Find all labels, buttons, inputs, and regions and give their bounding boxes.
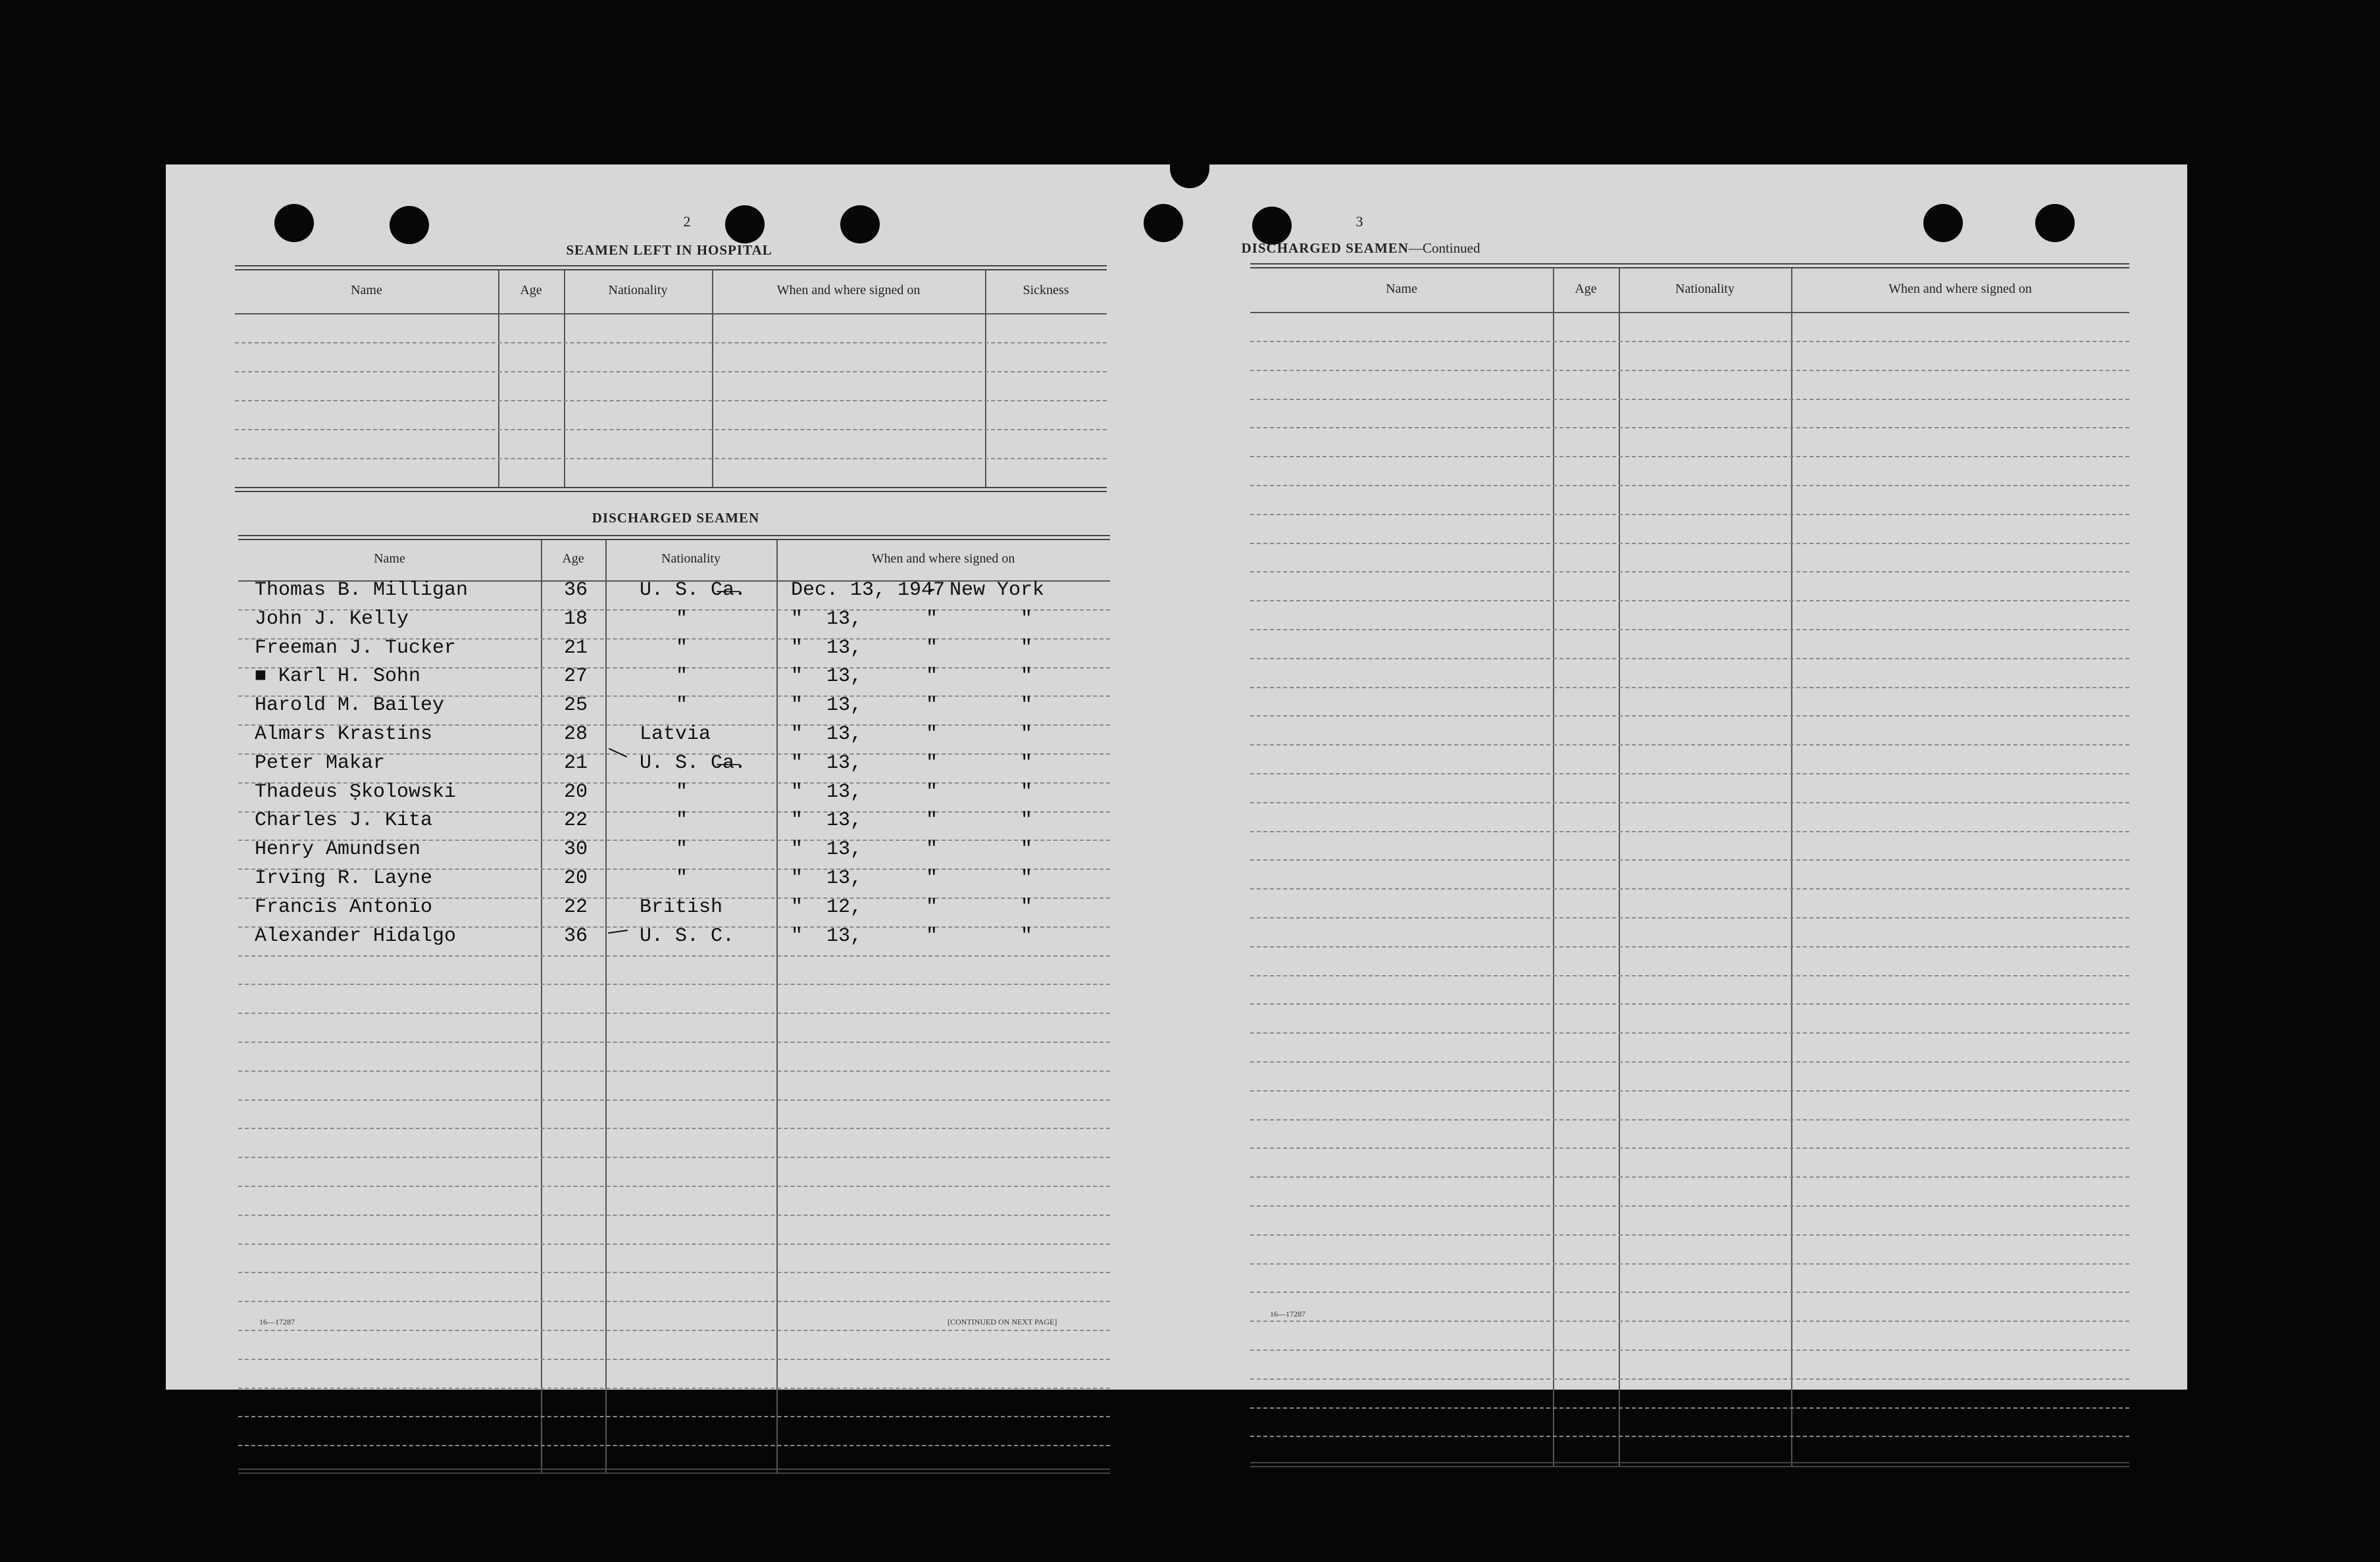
signed-on-place: " " [926,636,1033,659]
right-header-age: Age [1575,282,1597,296]
right-header-signed-on: When and where signed on [1888,282,2032,296]
seaman-nationality: U. S. C̶a̶. [640,579,747,601]
column-divider [1791,268,1792,1466]
seaman-age: 20 [564,867,588,890]
ruled-line [1250,1090,2129,1092]
ruled-line [235,400,1107,401]
discharged-title: DISCHARGED SEAMEN [592,510,760,526]
seaman-name: Alexander Hidalgo [255,924,457,947]
right-header-name: Name [1386,282,1417,296]
ruled-line [1250,341,2129,342]
punch-hole [2035,204,2075,242]
seaman-name: Charles J. Kita [255,809,433,832]
seaman-name: Henry Amundsen [255,838,421,861]
seaman-name: Francis Antonio [255,895,433,919]
ruled-line [1250,1176,2129,1178]
hospital-top-rule [235,265,1107,270]
seaman-age: 28 [564,723,588,745]
seaman-nationality: U. S. C. [640,924,735,947]
punch-hole [1923,204,1963,242]
seaman-age: 22 [564,895,588,919]
seaman-name: John J. Kelly [255,607,409,630]
punch-hole [1144,204,1183,242]
signed-on-date: " 13, [791,924,863,947]
seaman-nationality: " [676,780,688,803]
seaman-age: 27 [564,665,588,688]
seaman-age: 18 [564,607,588,630]
hospital-bottom-rule [235,487,1107,492]
signed-on-date: " 13, [791,665,863,688]
ruled-line [235,429,1107,430]
ruled-line [238,1186,1110,1187]
ruled-line [1250,543,2129,544]
signed-on-place: - New York [926,579,1045,601]
seaman-age: 21 [564,751,588,774]
seaman-name: ■ Karl H. Sohn [255,665,421,688]
punch-hole [274,204,314,242]
signed-on-place: " " [926,723,1033,745]
check-mark [609,748,627,757]
signed-on-date: " 12, [791,895,863,919]
seaman-name: Peter Makar [255,751,386,774]
seaman-name: Irving R. Layne [255,867,433,890]
ruled-line [1250,715,2129,717]
column-divider [605,540,607,1474]
ruled-line [238,1330,1110,1331]
hospital-header-nationality: Nationality [608,283,668,297]
hospital-header-name: Name [351,283,382,297]
signed-on-date: " 13, [791,838,863,861]
ruled-line [1250,485,2129,486]
hospital-title: SEAMEN LEFT IN HOSPITAL [566,242,772,258]
seaman-age: 36 [564,579,588,601]
ruled-line [1250,456,2129,457]
ruled-line [238,1042,1110,1043]
signed-on-date: Dec. 13, 1947 [791,579,946,601]
ruled-line [1250,1032,2129,1034]
left-page [166,164,1177,1390]
hospital-header-signed-on: When and where signed on [776,283,921,297]
form-number: 16—17287 [1270,1309,1305,1319]
seaman-name: Thomas B. Milligan [255,579,468,601]
seaman-age: 20 [564,780,588,803]
ruled-line [1250,1234,2129,1236]
ruled-line [1250,975,2129,976]
ruled-line [238,1416,1110,1417]
seaman-nationality: " [676,665,688,688]
signed-on-place: " " [926,895,1033,919]
seaman-nationality: " [676,636,688,659]
ruled-line [238,1301,1110,1302]
signed-on-place: " " [926,924,1033,947]
signed-on-date: " 13, [791,694,863,717]
seaman-age: 21 [564,636,588,659]
discharged-header-age: Age [562,551,584,566]
seaman-age: 22 [564,809,588,832]
ruled-line [1250,687,2129,688]
ruled-line [1250,1119,2129,1121]
ruled-line [1250,1378,2129,1380]
seaman-nationality: " [676,607,688,630]
punch-hole [1252,207,1292,245]
signed-on-place: " " [926,751,1033,774]
ruled-line [1250,1321,2129,1322]
signed-on-place: " " [926,780,1033,803]
ruled-line [1250,1349,2129,1351]
right-bottom-rule [1250,1462,2129,1467]
hospital-header-age: Age [520,283,542,297]
column-divider [541,540,542,1474]
ruled-line [238,1244,1110,1245]
discharged-header-nationality: Nationality [661,551,721,566]
ruled-line [1250,571,2129,572]
ruled-line [1250,514,2129,515]
column-divider [1553,268,1554,1466]
signed-on-date: " 13, [791,723,863,745]
signed-on-date: " 13, [791,809,863,832]
ruled-line [1250,1147,2129,1149]
title-continued: —Continued [1408,240,1481,256]
continued-title [1177,240,1545,257]
discharged-header-name: Name [374,551,405,566]
ruled-line [1250,859,2129,861]
ruled-line [1250,1436,2129,1437]
seaman-nationality: " [676,694,688,717]
column-divider [776,540,778,1474]
ruled-line [1250,399,2129,400]
ruled-line [238,1013,1110,1014]
ruled-line [238,955,1110,957]
ruled-line [1250,831,2129,832]
ruled-line [238,1071,1110,1072]
ruled-line [1250,370,2129,371]
punch-hole [390,206,429,244]
signed-on-date: " 13, [791,867,863,890]
signed-on-place: " " [926,694,1033,717]
seaman-nationality: British [640,895,723,919]
discharged-top-rule [238,535,1110,540]
ruled-line [238,1388,1110,1389]
form-number: 16—17287 [259,1317,295,1326]
seaman-age: 30 [564,838,588,861]
column-divider [1619,268,1620,1466]
ruled-line [238,1272,1110,1273]
seaman-name: Almars Krastins [255,723,433,745]
signed-on-place: " " [926,838,1033,861]
ruled-line [1250,1263,2129,1265]
ruled-line [238,1445,1110,1446]
punch-hole [840,205,880,243]
ruled-line [1250,600,2129,601]
seaman-nationality: " [676,867,688,890]
column-divider [985,270,986,487]
continued-note: [CONTINUED ON NEXT PAGE] [948,1317,1057,1326]
ruled-line [235,342,1107,343]
right-header-rule [1250,312,2129,313]
signed-on-date: " 13, [791,780,863,803]
signed-on-place: " " [926,809,1033,832]
ruled-line [1250,917,2129,919]
ruled-line [1250,427,2129,428]
ruled-line [1250,1205,2129,1207]
ruled-line [1250,888,2129,890]
ruled-line [238,984,1110,985]
seaman-name: Freeman J. Tucker [255,636,457,659]
seaman-nationality: " [676,838,688,861]
right-page [1177,164,2187,1390]
ruled-line [1250,1292,2129,1293]
column-divider [498,270,499,487]
seaman-age: 36 [564,924,588,947]
column-divider [712,270,713,487]
seaman-nationality: U. S. C̶a̶. [640,751,747,774]
ruled-line [1250,802,2129,803]
right-top-rule [1250,263,2129,268]
check-mark [608,930,628,934]
signed-on-date: " 13, [791,751,863,774]
seaman-name: Thadeus Ṣkolowski [255,780,457,803]
right-header-nationality: Nationality [1675,282,1734,296]
ruled-line [1250,773,2129,774]
ruled-line [235,458,1107,459]
ruled-line [238,1215,1110,1216]
title-text: DISCHARGED SEAMEN [1241,240,1409,256]
hospital-header-rule [235,313,1107,315]
column-divider [564,270,565,487]
discharged-header-signed-on: When and where signed on [871,551,1015,566]
ruled-line [238,1157,1110,1158]
seaman-age: 25 [564,694,588,717]
signed-on-date: " 13, [791,607,863,630]
seaman-nationality: " [676,809,688,832]
ruled-line [1250,1003,2129,1005]
signed-on-place: " " [926,607,1033,630]
signed-on-date: " 13, [791,636,863,659]
punch-hole [725,205,765,243]
seaman-name: Harold M. Bailey [255,694,445,717]
ruled-line [238,1099,1110,1101]
ruled-line [238,1128,1110,1129]
ruled-line [1250,946,2129,947]
ruled-line [235,371,1107,372]
signed-on-place: " " [926,867,1033,890]
signed-on-place: " " [926,665,1033,688]
ruled-line [1250,1061,2129,1063]
ruled-line [1250,744,2129,745]
ruled-line [1250,1407,2129,1409]
page-number: 3 [1355,213,1363,230]
ruled-line [1250,658,2129,659]
ruled-line [238,1359,1110,1360]
hospital-header-sickness: Sickness [1023,283,1069,297]
discharged-bottom-rule [238,1469,1110,1474]
ruled-line [1250,629,2129,630]
ledger-paper [166,164,2187,1390]
page-number: 2 [683,213,691,230]
seaman-nationality: Latvia [640,723,711,745]
